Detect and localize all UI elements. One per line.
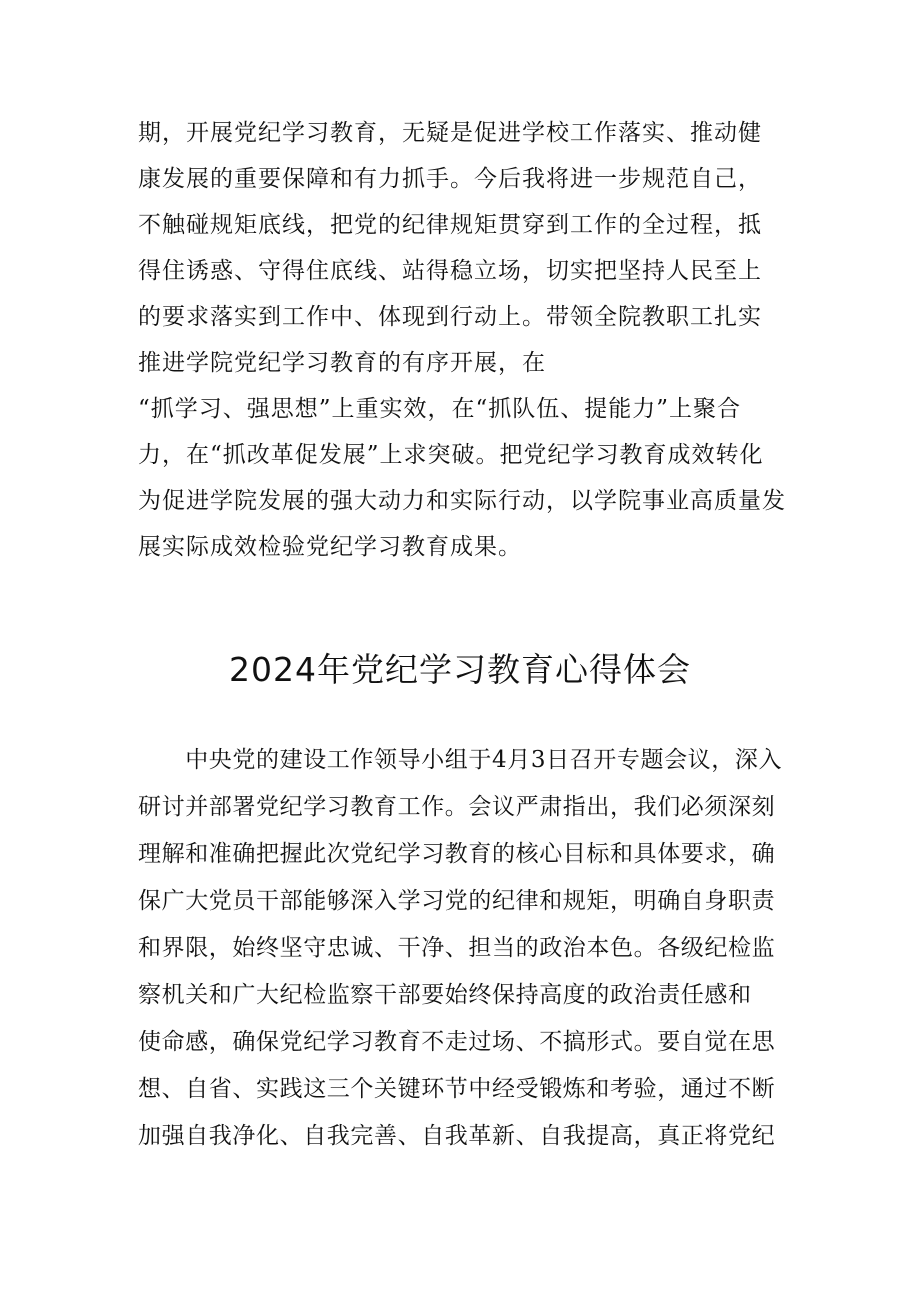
text-line: “抓学习、强思想”上重实效，在“抓队伍、提能力”上聚合 — [138, 396, 742, 422]
paragraph-continued — [138, 110, 808, 570]
text-line: 康发展的重要保障和有力抓手。今后我将进一步规范自己， — [138, 166, 762, 192]
text-line: 力，在“抓改革促发展”上求突破。把党纪学习教育成效转化 — [138, 442, 764, 468]
text-line: 研讨并部署党纪学习教育工作。会议严肃指出，我们必须深刻 — [138, 794, 776, 820]
text-line: 想、自省、实践这三个关键环节中经受锻炼和考验，通过不断 — [138, 1076, 776, 1102]
text-line: 不触碰规矩底线，把党的纪律规矩贯穿到工作的全过程，抵 — [138, 212, 762, 238]
text-line: 使命感，确保党纪学习教育不走过场、不搞形式。要自觉在思 — [138, 1029, 776, 1055]
text-line: 为促进学院发展的强大动力和实际行动，以学院事业高质量发 — [138, 488, 786, 514]
text-line: 的要求落实到工作中、体现到行动上。带领全院教职工扎实 — [138, 304, 762, 330]
paragraph-body — [138, 737, 808, 1160]
text-line: 加强自我净化、自我完善、自我革新、自我提高，真正将党纪 — [138, 1123, 776, 1149]
text-line: 期，开展党纪学习教育，无疑是促进学校工作落实、推动健 — [138, 120, 762, 146]
text-line: 察机关和广大纪检监察干部要始终保持高度的政治责任感和 — [138, 982, 752, 1008]
text-line: 理解和准确把握此次党纪学习教育的核心目标和具体要求，确 — [138, 841, 776, 867]
text-line: 和界限，始终坚守忠诚、干净、担当的政治本色。各级纪检监 — [138, 935, 776, 961]
text-line: 保广大党员干部能够深入学习党的纪律和规矩，明确自身职责 — [138, 888, 776, 914]
text-line: 中央党的建设工作领导小组于4月3日召开专题会议，深入 — [138, 747, 783, 773]
text-line: 展实际成效检验党纪学习教育成果。 — [138, 534, 522, 560]
document-title: 2024年党纪学习教育心得体会 — [229, 650, 691, 689]
text-line: 得住诱惑、守得住底线、站得稳立场，切实把坚持人民至上 — [138, 258, 762, 284]
text-line: 推进学院党纪学习教育的有序开展，在 — [138, 350, 546, 376]
